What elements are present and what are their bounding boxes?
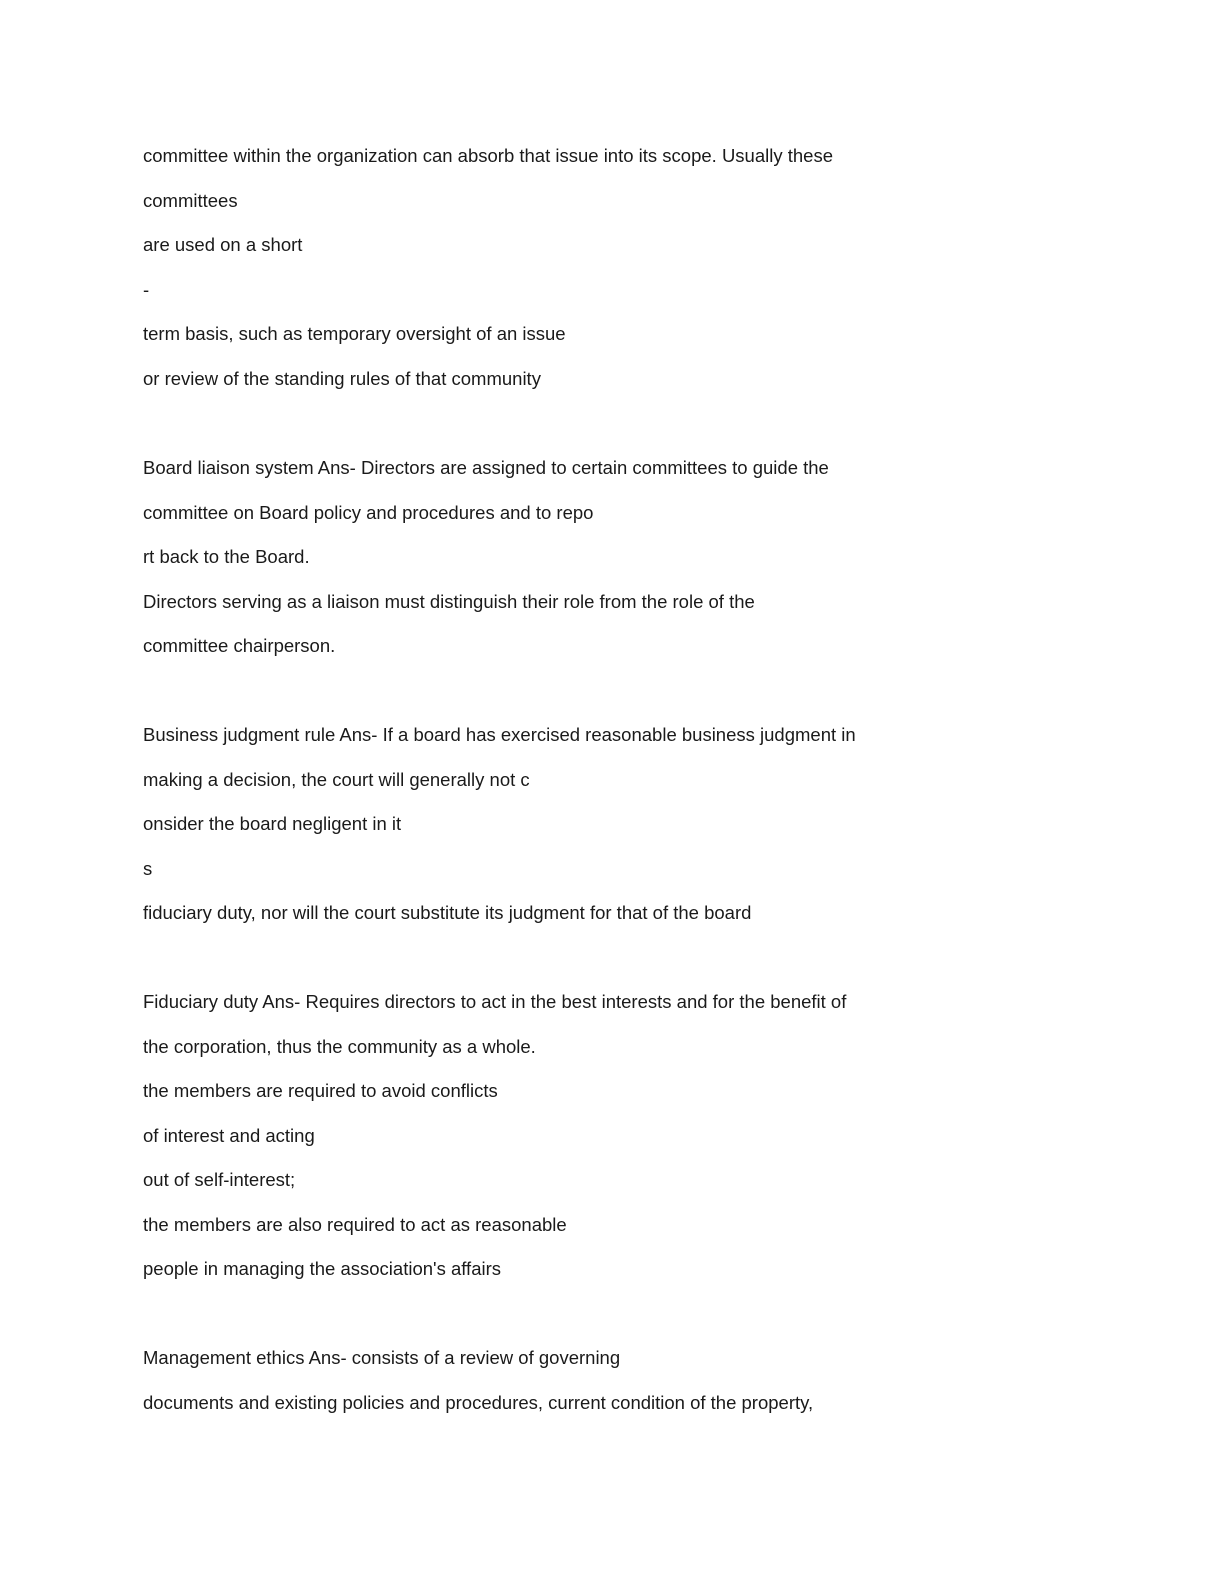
- text-line: people in managing the association's affairs: [143, 1258, 502, 1279]
- text-line: out of self-interest;: [143, 1169, 296, 1190]
- text-line: committee on Board policy and procedures and to repo: [143, 502, 594, 523]
- text-line: Board liaison system Ans- Directors are assigned to certain committees to guide the: [143, 457, 829, 478]
- text-line: rt back to the Board.: [143, 546, 310, 567]
- text-line: committee within the organization can absorb that issue into its scope. Usually these: [143, 145, 834, 166]
- text-line: the corporation, thus the community as a whole.: [143, 1036, 536, 1057]
- text-line: making a decision, the court will generally not c: [143, 769, 530, 790]
- text-line: s: [143, 858, 153, 879]
- text-line: the members are also required to act as reasonable: [143, 1214, 567, 1235]
- text-line: the members are required to avoid conflicts: [143, 1080, 498, 1101]
- text-line: committee chairperson.: [143, 635, 336, 656]
- text-line: Business judgment rule Ans- If a board has exercised reasonable business judgment in: [143, 724, 856, 745]
- text-line: documents and existing policies and procedures, current condition of the property,: [143, 1392, 814, 1413]
- text-line: committees: [143, 190, 238, 211]
- text-line: are used on a short: [143, 234, 303, 255]
- text-line: Fiduciary duty Ans- Requires directors to act in the best interests and for the benefit of: [143, 991, 847, 1012]
- text-line: Management ethics Ans- consists of a review of governing: [143, 1347, 621, 1368]
- text-line: fiduciary duty, nor will the court substitute its judgment for that of the board: [143, 902, 752, 923]
- text-line: term basis, such as temporary oversight of an issue: [143, 323, 566, 344]
- text-line: onsider the board negligent in it: [143, 813, 402, 834]
- text-line: or review of the standing rules of that community: [143, 368, 541, 389]
- text-line: Directors serving as a liaison must distinguish their role from the role of the: [143, 591, 755, 612]
- text-line: of interest and acting: [143, 1125, 315, 1146]
- text-line: -: [143, 279, 150, 300]
